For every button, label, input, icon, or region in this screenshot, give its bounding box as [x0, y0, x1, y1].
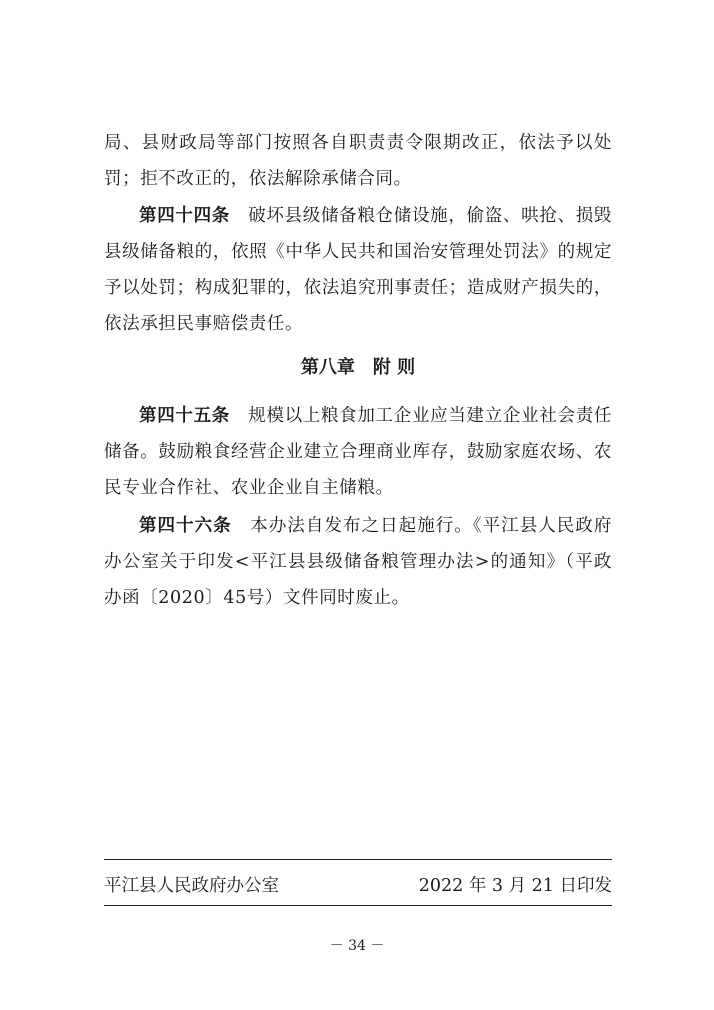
article-45-text: 规模以上粮食加工企业应当建立企业社会责任储备。鼓励粮食经营企业建立合理商业库存，鼓励家庭农场、农民专业合作社、农业企业自主储粮。	[104, 406, 613, 498]
article-44-text: 破坏县级储备粮仓储设施，偷盗、哄抢、损毁县级储备粮的，依照《中华人民共和国治安管理处罚法》的规定予以处罚；构成犯罪的，依法追究刑事责任；造成财产损失的，依法承担民事赔偿责任。	[104, 206, 613, 334]
chapter-title: 第八章 附 则	[300, 357, 416, 378]
article-45-label: 第四十五条	[139, 406, 230, 426]
issuer-name: 平江县人民政府办公室	[104, 876, 279, 896]
issue-date: 2022 年 3 月 21 日印发	[418, 876, 612, 896]
article-44-label: 第四十四条	[139, 206, 230, 226]
page-number: － 34 －	[329, 938, 385, 954]
article-46-label: 第四十六条	[139, 516, 232, 536]
article-46-text: 本办法自发布之日起施行。《平江县人民政府办公室关于印发<平江县县级储备粮管理办法>的通知》（平政办函〔2020〕45号）文件同时废止。	[104, 516, 612, 608]
article-44	[104, 198, 612, 342]
footer-bottom-rule	[104, 905, 612, 906]
footer-top-rule	[104, 859, 612, 860]
issue-footer	[104, 874, 612, 898]
article-46	[104, 508, 612, 616]
paragraph-continued: 局、县财政局等部门按照各自职责责令限期改正，依法予以处罚；拒不改正的，依法解除承储合同。	[104, 133, 612, 189]
article-45	[104, 398, 612, 506]
